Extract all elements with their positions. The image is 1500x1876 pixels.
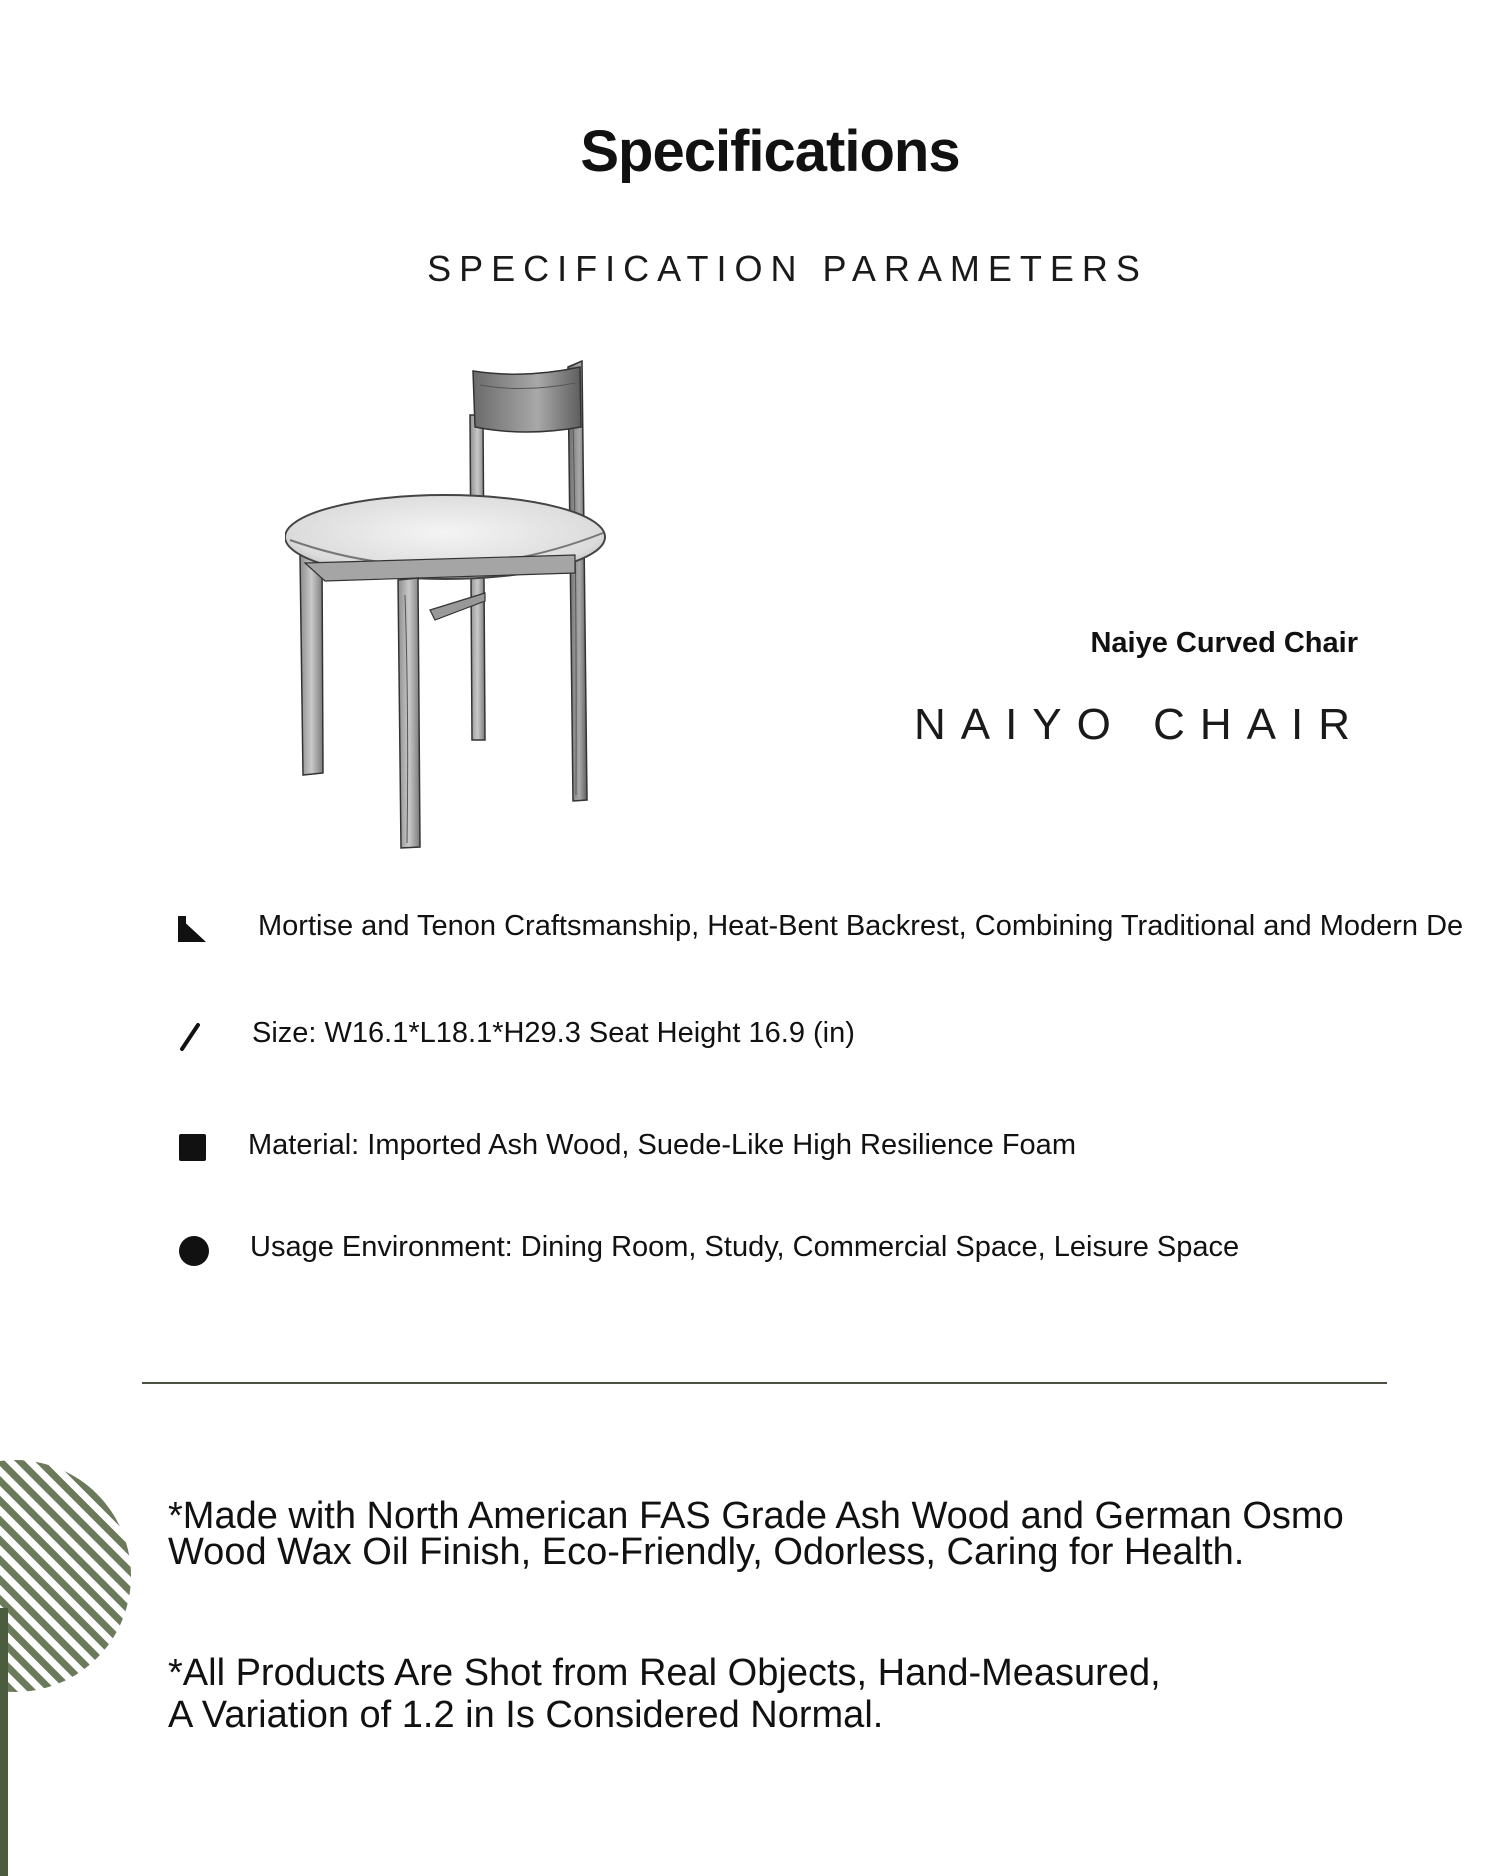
right-triangle-icon (176, 912, 210, 946)
spec-text: Usage Environment: Dining Room, Study, Commercial Space, Leisure Space (250, 1231, 1240, 1263)
note-line: Wood Wax Oil Finish, Eco-Friendly, Odorless, Caring for Health. (168, 1531, 1245, 1573)
product-code: NAIYO CHAIR (913, 700, 1365, 749)
spec-row-size (0, 1011, 1500, 1061)
note-line: A Variation of 1.2 in Is Considered Normal. (168, 1694, 884, 1736)
spec-text: Size: W16.1*L18.1*H29.3 Seat Height 16.9 (in) (252, 1017, 855, 1049)
spec-text: Mortise and Tenon Craftsmanship, Heat-Bent Backrest, Combining Traditional and Modern De (258, 910, 1464, 942)
green-accent-bar (0, 1608, 8, 1876)
striped-circle-decoration (0, 1460, 135, 1692)
spec-row-craftsmanship (0, 904, 1500, 954)
page-title: Specifications (580, 119, 960, 184)
note-variation (168, 1652, 1468, 1736)
note-materials (168, 1495, 1468, 1573)
product-name: Naiye Curved Chair (1090, 627, 1358, 659)
page-subtitle: SPECIFICATION PARAMETERS (427, 248, 1148, 289)
square-icon (176, 1131, 210, 1165)
circle-icon (177, 1233, 211, 1267)
spec-text: Material: Imported Ash Wood, Suede-Like High Resilience Foam (248, 1129, 1076, 1161)
chair-illustration (285, 355, 630, 850)
diagonal-line-icon (174, 1019, 208, 1053)
spec-row-material (0, 1123, 1500, 1173)
note-line: *Made with North American FAS Grade Ash Wood and German Osmo (168, 1495, 1344, 1537)
note-line: *All Products Are Shot from Real Objects, Hand-Measured, (168, 1652, 1161, 1694)
spec-row-usage (0, 1225, 1500, 1275)
section-divider (142, 1382, 1387, 1384)
